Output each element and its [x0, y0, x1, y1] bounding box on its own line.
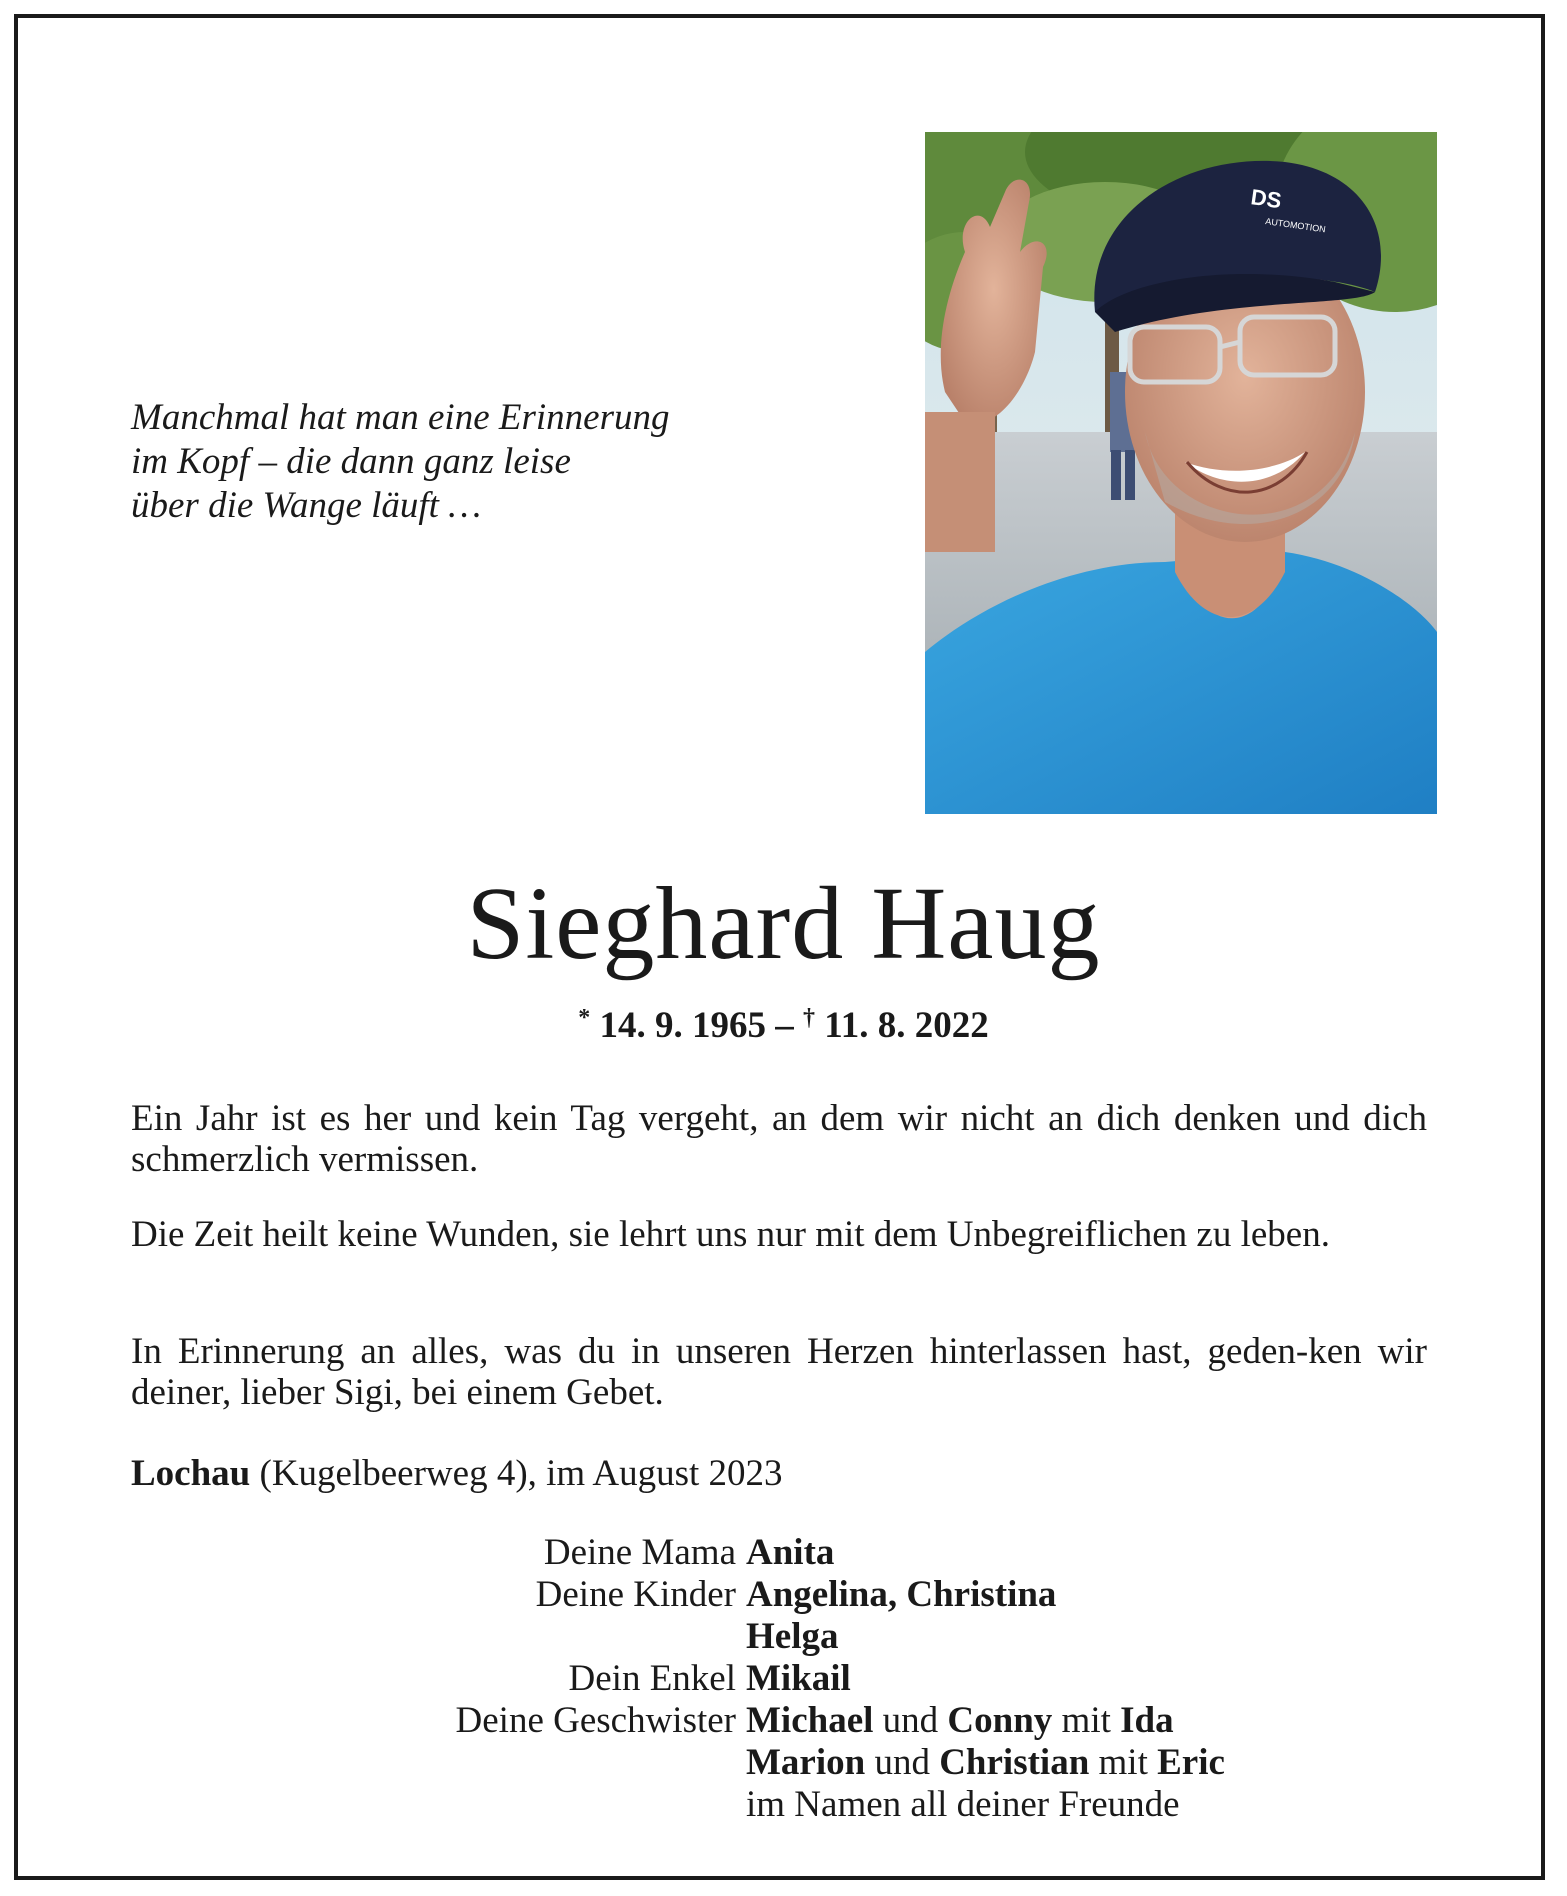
mourner-name: Ida [1120, 1700, 1174, 1741]
mourner-row-mama [18, 1532, 1549, 1574]
birth-symbol: * [578, 1005, 591, 1031]
quote-line-1: Manchmal hat man eine Erinnerung [131, 397, 670, 438]
mourner-name: Angelina, Christina [746, 1574, 1057, 1615]
place-date-line [131, 1452, 783, 1496]
place-town: Lochau [131, 1453, 251, 1494]
friends-line: im Namen all deiner Freunde [746, 1784, 1180, 1825]
mourner-name: Michael [746, 1700, 874, 1741]
mourner-label: Deine Mama [543, 1532, 736, 1573]
mourner-name: Conny [947, 1700, 1053, 1741]
mourner-name: Marion [746, 1742, 866, 1783]
quote-line-3: über die Wange läuft … [131, 485, 482, 526]
mourner-name: Mikail [746, 1658, 851, 1699]
mourner-label: Deine Geschwister [455, 1700, 736, 1741]
paragraph-2: Die Zeit heilt keine Wunden, sie lehrt uns nur mit dem Unbegreiflichen zu leben. [131, 1214, 1330, 1255]
connector-und: und [882, 1700, 939, 1741]
mourner-label: Deine Kinder [535, 1574, 736, 1615]
paragraph-3: In Erinnerung an alles, was du in unseren Herzen hinterlassen hast, geden-ken wir deiner, lieber Sigi, bei einem Gebet. [131, 1331, 1427, 1413]
death-symbol: † [803, 1005, 816, 1031]
cap-logo-text: DS [1249, 184, 1284, 214]
mourner-label: Dein Enkel [568, 1658, 736, 1699]
connector-mit: mit [1061, 1700, 1111, 1741]
mourner-row-kinder [18, 1574, 1549, 1616]
mourner-row-geschwister-2 [18, 1742, 1549, 1784]
mourner-row-kinder-2 [18, 1616, 1549, 1658]
date-separator: – [775, 1005, 794, 1046]
mourner-row-freunde [18, 1784, 1549, 1826]
obituary-card [14, 14, 1545, 1880]
connector-und: und [874, 1742, 930, 1783]
portrait-photo [925, 132, 1437, 814]
deceased-name: Sieghard Haug [466, 866, 1101, 981]
connector-mit: mit [1098, 1742, 1148, 1783]
birth-date: 14. 9. 1965 [599, 1005, 767, 1046]
mourner-row-enkel [18, 1658, 1549, 1700]
mourner-name: Christian [939, 1742, 1090, 1783]
quote-line-2: im Kopf – die dann ganz leise [131, 441, 571, 482]
paragraph-1: Ein Jahr ist es her und kein Tag vergeht, an dem wir nicht an dich denken und dich schmerzlich vermissen. [131, 1098, 1427, 1180]
mourners-list [18, 1532, 1549, 1826]
mourner-name: Eric [1157, 1742, 1225, 1783]
mourner-name: Anita [746, 1532, 835, 1573]
mourner-row-geschwister [18, 1700, 1549, 1742]
death-date: 11. 8. 2022 [824, 1005, 989, 1046]
cap-logo-subtext: AUTOMOTION [1264, 216, 1327, 235]
memorial-quote [131, 396, 831, 528]
place-rest: (Kugelbeerweg 4), im August 2023 [250, 1453, 783, 1494]
mourner-name: Helga [746, 1616, 839, 1657]
life-dates [18, 996, 1549, 1048]
